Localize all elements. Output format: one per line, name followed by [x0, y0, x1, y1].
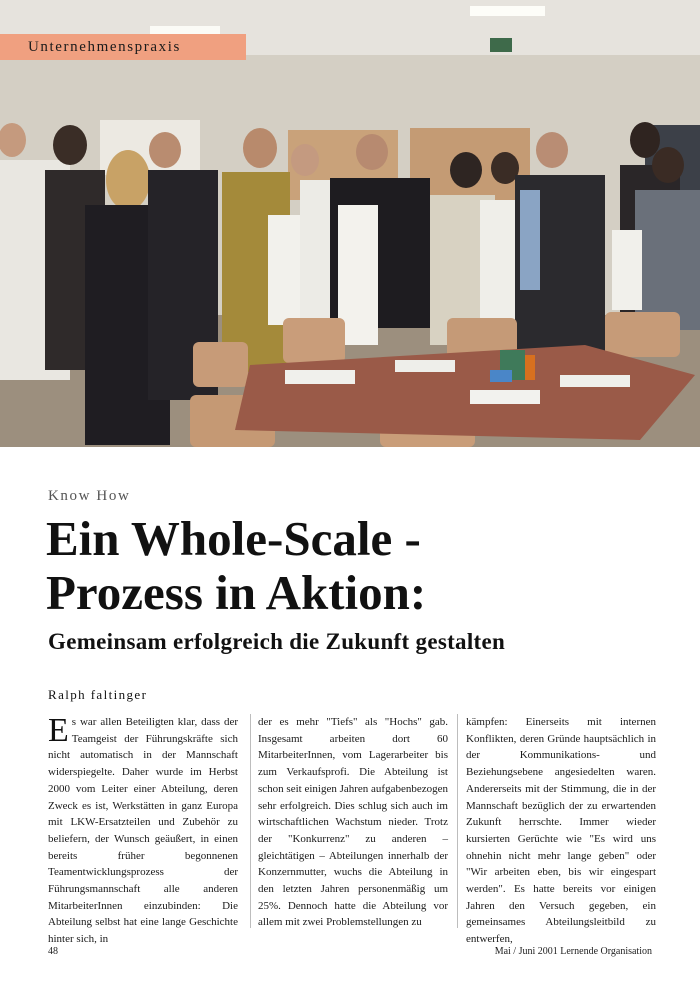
ceiling-light — [150, 26, 220, 34]
column-1-text: s war allen Beteiligten klar, dass der Teamgeist der Führungskräfte sich nicht automatisch in der Mannschaft widerspiegelte. Daher wurde im Herbst 2000 vom Leiter einer Abteilung, deren Zweck es ist, Werkstätten in ganz Europa mit LKW-Ersatzteilen und Zubehör zu beliefern, der Wunsch geäußert, in einen bereits früher begonnenen Teamentwicklungsprozess der Führungsmannschaft alle anderen MitarbeiterInnen einzubinden: Die Abteilung selbst hat eine lange Geschichte hinter sich, in — [48, 716, 238, 946]
column-2-text: der es mehr "Tiefs" als "Hochs" gab. Insgesamt arbeiten dort 60 MitarbeiterInnen, vom Lagerarbeiter bis zum Verkaufsprofi. Die Abteilung ist schon seit einigen Jahren aufgabenbezogen sehr erfolgreich. Dies schlug sich auch im wirtschaftlichen Wachstum nieder. Trotz der "Konkurrenz" zu anderen – gleichtätigen – Abteilungen innerhalb der Konzernmutter, wuchs die Abteilung in den letzten Jahren personenmäßig um 25%. Dennoch hatte die Abteilung vor allem mit zwei Problemstellungen zu — [258, 716, 448, 929]
exit-sign — [490, 38, 512, 52]
article-subtitle: Gemeinsam erfolgreich die Zukunft gestalten — [48, 629, 506, 654]
issue-info: Mai / Juni 2001 Lernende Organisation — [494, 946, 652, 957]
headline-line-2: Prozess in Aktion: — [46, 565, 427, 620]
section-tag: Unternehmenspraxis — [0, 34, 246, 60]
column-3-text: kämpfen: Einerseits mit internen Konflikten, deren Gründe hauptsächlich in der Kommunikations- und Beziehungsebene angesiedelten waren. Andererseits mit der Stimmung, die in der Mannschaft bezüglich der zu erwartenden Zukunft herrschte. Immer wieder kursierten Gerüchte wie "Es wird uns ohnehin nicht mehr lange geben" oder "Wir arbeiten eben, bis wir eingespart werden". Es hatte bereits vor einigen Jahren den Versuch gegeben, ein gemeinsames Abteilungsleitbild zu entwerfen, — [466, 716, 656, 946]
drop-cap: E — [48, 712, 69, 749]
workshop-photo — [0, 0, 700, 447]
page-number: 48 — [48, 946, 58, 957]
article-column-2 — [258, 714, 448, 932]
article-column-3 — [466, 714, 656, 946]
workshop-scene-illustration — [0, 0, 700, 447]
article-headline — [46, 512, 666, 620]
column-divider — [250, 714, 251, 928]
ceiling-light — [470, 6, 545, 16]
article-kicker: Know How — [48, 488, 131, 504]
article-column-1 — [48, 712, 238, 946]
column-divider — [457, 714, 458, 928]
article-byline: Ralph faltinger — [48, 687, 148, 702]
headline-line-1: Ein Whole-Scale - — [46, 511, 421, 566]
